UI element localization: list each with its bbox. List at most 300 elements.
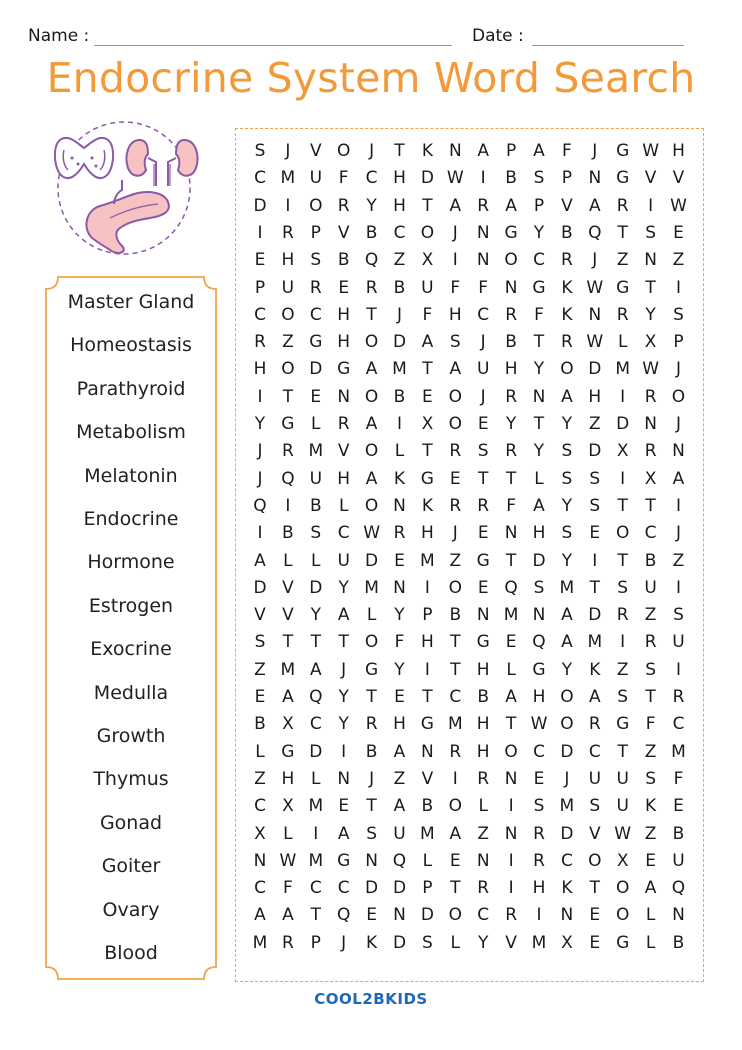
grid-letter[interactable]: J <box>675 414 681 434</box>
grid-letter[interactable]: C <box>644 523 657 544</box>
grid-letter[interactable]: R <box>616 195 629 216</box>
grid-letter[interactable]: P <box>310 222 321 243</box>
grid-letter[interactable]: B <box>337 250 350 271</box>
grid-letter[interactable]: A <box>533 495 545 516</box>
grid-letter[interactable]: J <box>369 141 375 161</box>
grid-letter[interactable]: T <box>589 577 600 598</box>
grid-letter[interactable]: K <box>421 495 433 516</box>
grid-letter[interactable]: M <box>392 359 407 380</box>
grid-letter[interactable]: U <box>309 468 323 489</box>
grid-letter[interactable]: T <box>617 550 628 571</box>
grid-letter[interactable]: I <box>341 741 347 762</box>
grid-letter[interactable]: A <box>254 550 266 571</box>
grid-letter[interactable]: M <box>615 359 631 380</box>
grid-letter[interactable]: D <box>309 359 323 380</box>
grid-letter[interactable]: T <box>310 905 321 926</box>
grid-letter[interactable]: O <box>504 250 518 271</box>
grid-letter[interactable]: I <box>424 659 430 680</box>
grid-letter[interactable]: R <box>254 332 266 353</box>
grid-letter[interactable]: E <box>645 850 656 871</box>
grid-letter[interactable]: A <box>449 823 462 844</box>
grid-letter[interactable]: Z <box>588 414 601 434</box>
grid-letter[interactable]: M <box>559 796 575 817</box>
grid-letter[interactable]: O <box>364 332 379 353</box>
grid-letter[interactable]: I <box>648 195 654 216</box>
grid-letter[interactable]: L <box>311 768 321 789</box>
grid-letter[interactable]: E <box>422 386 433 407</box>
grid-letter[interactable]: F <box>645 714 656 735</box>
grid-letter[interactable]: S <box>254 632 266 653</box>
grid-letter[interactable]: A <box>505 195 517 216</box>
grid-letter[interactable]: U <box>476 359 490 380</box>
grid-letter[interactable]: C <box>477 304 490 325</box>
grid-letter[interactable]: Q <box>671 878 686 899</box>
grid-letter[interactable]: Y <box>394 605 405 626</box>
grid-letter[interactable]: A <box>561 605 573 626</box>
grid-letter[interactable]: R <box>337 414 350 434</box>
grid-letter[interactable]: R <box>365 714 378 735</box>
grid-letter[interactable]: G <box>281 741 295 762</box>
grid-letter[interactable]: O <box>336 141 351 161</box>
grid-letter[interactable]: S <box>617 687 629 707</box>
grid-letter[interactable]: D <box>420 168 434 189</box>
grid-letter[interactable]: B <box>561 222 573 243</box>
grid-letter[interactable]: T <box>505 550 517 571</box>
grid-letter[interactable]: R <box>560 332 573 353</box>
grid-letter[interactable]: I <box>675 495 681 516</box>
grid-letter[interactable]: I <box>675 277 681 298</box>
grid-letter[interactable]: A <box>393 741 406 762</box>
grid-letter[interactable]: A <box>365 359 378 380</box>
grid-letter[interactable]: W <box>279 850 297 871</box>
grid-letter[interactable]: O <box>281 359 295 380</box>
grid-letter[interactable]: P <box>254 277 266 298</box>
grid-letter[interactable]: I <box>257 523 263 544</box>
grid-letter[interactable]: A <box>365 414 378 434</box>
grid-letter[interactable]: H <box>337 304 351 325</box>
grid-letter[interactable]: V <box>505 932 517 953</box>
grid-letter[interactable]: X <box>616 850 629 871</box>
grid-letter[interactable]: O <box>281 304 295 325</box>
grid-letter[interactable]: D <box>616 414 630 434</box>
grid-letter[interactable]: B <box>477 687 490 707</box>
grid-letter[interactable]: A <box>449 195 462 216</box>
grid-letter[interactable]: A <box>393 796 406 817</box>
grid-letter[interactable]: V <box>337 441 350 462</box>
grid-letter[interactable]: G <box>616 932 630 953</box>
grid-letter[interactable]: C <box>254 878 266 899</box>
grid-letter[interactable]: C <box>449 687 462 707</box>
grid-letter[interactable]: Z <box>644 823 657 844</box>
grid-letter[interactable]: Q <box>392 850 407 871</box>
grid-letter[interactable]: I <box>313 823 319 844</box>
grid-letter[interactable]: Z <box>254 768 266 789</box>
grid-letter[interactable]: G <box>476 632 490 653</box>
grid-letter[interactable]: R <box>672 687 685 707</box>
grid-letter[interactable]: L <box>645 932 656 953</box>
grid-letter[interactable]: T <box>589 878 600 899</box>
grid-letter[interactable]: N <box>337 768 351 789</box>
grid-letter[interactable]: E <box>477 523 489 544</box>
grid-letter[interactable]: B <box>672 932 685 953</box>
grid-letter[interactable]: E <box>394 687 405 707</box>
grid-letter[interactable]: S <box>310 523 322 544</box>
grid-letter[interactable]: I <box>620 632 626 653</box>
grid-letter[interactable]: H <box>532 687 546 707</box>
grid-letter[interactable]: O <box>364 495 379 516</box>
grid-letter[interactable]: S <box>589 468 601 489</box>
grid-letter[interactable]: E <box>449 850 461 871</box>
grid-letter[interactable]: D <box>392 932 407 953</box>
grid-letter[interactable]: C <box>393 222 406 243</box>
grid-letter[interactable]: E <box>673 222 684 243</box>
grid-letter[interactable]: D <box>560 823 574 844</box>
grid-letter[interactable]: E <box>477 414 489 434</box>
grid-letter[interactable]: N <box>337 386 351 407</box>
grid-letter[interactable]: U <box>337 550 350 571</box>
grid-letter[interactable]: B <box>309 495 322 516</box>
grid-letter[interactable]: F <box>673 768 684 789</box>
grid-letter[interactable]: A <box>561 632 573 653</box>
grid-letter[interactable]: O <box>448 577 462 598</box>
grid-letter[interactable]: O <box>671 386 686 407</box>
grid-letter[interactable]: H <box>281 768 295 789</box>
grid-letter[interactable]: I <box>592 550 598 571</box>
grid-letter[interactable]: G <box>532 277 546 298</box>
grid-letter[interactable]: Y <box>338 577 349 598</box>
grid-letter[interactable]: Q <box>588 222 602 243</box>
grid-letter[interactable]: S <box>533 577 545 598</box>
grid-letter[interactable]: F <box>283 878 293 899</box>
grid-letter[interactable]: H <box>393 714 406 735</box>
grid-letter[interactable]: R <box>505 905 517 926</box>
grid-letter[interactable]: D <box>588 441 602 462</box>
grid-letter[interactable]: B <box>672 823 685 844</box>
grid-letter[interactable]: D <box>588 605 602 626</box>
grid-letter[interactable]: K <box>589 659 601 680</box>
grid-letter[interactable]: N <box>476 222 490 243</box>
grid-letter[interactable]: U <box>616 796 629 817</box>
grid-letter[interactable]: S <box>561 441 573 462</box>
grid-letter[interactable]: L <box>478 796 488 817</box>
grid-letter[interactable]: A <box>588 687 601 707</box>
grid-letter[interactable]: J <box>564 768 570 789</box>
grid-letter[interactable]: E <box>673 796 684 817</box>
grid-letter[interactable]: X <box>282 796 294 817</box>
grid-letter[interactable]: T <box>533 414 545 434</box>
grid-letter[interactable]: R <box>588 714 601 735</box>
grid-letter[interactable]: R <box>616 605 629 626</box>
grid-letter[interactable]: O <box>615 523 630 544</box>
grid-letter[interactable]: E <box>254 250 266 271</box>
grid-letter[interactable]: S <box>449 332 461 353</box>
grid-letter[interactable]: I <box>285 195 291 216</box>
grid-letter[interactable]: C <box>533 250 545 271</box>
grid-letter[interactable]: L <box>617 332 628 353</box>
grid-letter[interactable]: I <box>675 577 681 598</box>
grid-letter[interactable]: A <box>477 141 489 161</box>
grid-letter[interactable]: S <box>254 141 266 161</box>
grid-letter[interactable]: M <box>308 850 324 871</box>
grid-letter[interactable]: Q <box>532 632 546 653</box>
grid-letter[interactable]: H <box>588 386 602 407</box>
grid-letter[interactable]: T <box>310 632 321 653</box>
grid-letter[interactable]: D <box>365 878 379 899</box>
grid-letter[interactable]: H <box>504 359 518 380</box>
grid-letter[interactable]: H <box>532 523 546 544</box>
grid-letter[interactable]: C <box>672 714 685 735</box>
grid-letter[interactable]: I <box>285 495 291 516</box>
grid-letter[interactable]: L <box>366 605 377 626</box>
grid-letter[interactable]: T <box>617 495 628 516</box>
grid-letter[interactable]: M <box>420 550 435 571</box>
grid-letter[interactable]: N <box>476 605 490 626</box>
grid-letter[interactable]: L <box>283 550 293 571</box>
grid-letter[interactable]: Q <box>504 577 518 598</box>
grid-letter[interactable]: G <box>504 222 518 243</box>
grid-letter[interactable]: X <box>421 250 434 271</box>
grid-letter[interactable]: H <box>337 468 351 489</box>
grid-letter[interactable]: I <box>257 222 263 243</box>
grid-letter[interactable]: E <box>589 905 601 926</box>
grid-letter[interactable]: F <box>534 304 544 325</box>
grid-letter[interactable]: A <box>282 687 294 707</box>
grid-letter[interactable]: O <box>364 441 379 462</box>
grid-letter[interactable]: Z <box>616 250 629 271</box>
grid-letter[interactable]: J <box>675 523 681 544</box>
grid-letter[interactable]: T <box>505 714 517 735</box>
grid-letter[interactable]: N <box>672 905 685 926</box>
grid-letter[interactable]: T <box>617 222 628 243</box>
grid-letter[interactable]: Y <box>477 932 489 953</box>
grid-letter[interactable]: F <box>506 495 516 516</box>
grid-letter[interactable]: K <box>561 304 573 325</box>
grid-letter[interactable]: R <box>616 304 629 325</box>
grid-letter[interactable]: Q <box>253 495 267 516</box>
grid-letter[interactable]: D <box>309 577 323 598</box>
grid-letter[interactable]: X <box>644 332 657 353</box>
grid-letter[interactable]: C <box>365 168 378 189</box>
grid-letter[interactable]: J <box>452 523 458 544</box>
grid-letter[interactable]: K <box>393 468 406 489</box>
grid-letter[interactable]: C <box>309 304 322 325</box>
grid-letter[interactable]: I <box>452 768 458 789</box>
grid-letter[interactable]: Z <box>477 823 490 844</box>
grid-letter[interactable]: C <box>533 741 545 762</box>
grid-letter[interactable]: A <box>337 605 350 626</box>
grid-letter[interactable]: J <box>257 468 263 489</box>
grid-letter[interactable]: Z <box>644 605 657 626</box>
grid-letter[interactable]: Y <box>645 304 656 325</box>
grid-letter[interactable]: R <box>505 304 517 325</box>
grid-letter[interactable]: I <box>257 386 263 407</box>
grid-letter[interactable]: N <box>393 577 406 598</box>
grid-letter[interactable]: J <box>592 250 598 271</box>
grid-letter[interactable]: J <box>341 932 347 953</box>
grid-letter[interactable]: M <box>587 632 603 653</box>
grid-letter[interactable]: Z <box>254 659 266 680</box>
grid-letter[interactable]: X <box>644 468 657 489</box>
grid-letter[interactable]: P <box>310 932 321 953</box>
grid-letter[interactable]: U <box>644 577 657 598</box>
grid-letter[interactable]: L <box>338 495 349 516</box>
grid-letter[interactable]: S <box>673 605 684 626</box>
grid-letter[interactable]: U <box>309 168 323 189</box>
grid-letter[interactable]: N <box>532 386 546 407</box>
grid-letter[interactable]: R <box>644 441 657 462</box>
grid-letter[interactable]: L <box>534 468 544 489</box>
grid-letter[interactable]: H <box>476 714 490 735</box>
grid-letter[interactable]: V <box>561 195 573 216</box>
grid-letter[interactable]: O <box>364 632 379 653</box>
grid-letter[interactable]: G <box>365 659 379 680</box>
grid-letter[interactable]: V <box>644 168 657 189</box>
grid-letter[interactable]: M <box>671 741 686 762</box>
grid-letter[interactable]: U <box>421 277 434 298</box>
grid-letter[interactable]: R <box>477 495 490 516</box>
grid-letter[interactable]: Q <box>281 468 295 489</box>
grid-letter[interactable]: S <box>310 250 322 271</box>
grid-letter[interactable]: G <box>532 659 546 680</box>
grid-letter[interactable]: Y <box>561 550 573 571</box>
grid-letter[interactable]: E <box>505 632 517 653</box>
grid-letter[interactable]: M <box>280 659 296 680</box>
grid-letter[interactable]: S <box>477 441 489 462</box>
grid-letter[interactable]: Z <box>644 741 657 762</box>
grid-letter[interactable]: D <box>588 359 602 380</box>
grid-letter[interactable]: B <box>254 714 266 735</box>
grid-letter[interactable]: T <box>338 632 349 653</box>
grid-letter[interactable]: Y <box>338 714 349 735</box>
grid-letter[interactable]: Y <box>561 495 573 516</box>
grid-letter[interactable]: R <box>644 632 657 653</box>
grid-letter[interactable]: X <box>254 823 266 844</box>
grid-letter[interactable]: T <box>422 687 433 707</box>
grid-letter[interactable]: B <box>505 332 517 353</box>
grid-letter[interactable]: H <box>476 741 490 762</box>
grid-letter[interactable]: B <box>449 605 462 626</box>
grid-letter[interactable]: M <box>280 168 296 189</box>
grid-letter[interactable]: R <box>477 768 490 789</box>
grid-letter[interactable]: N <box>588 304 602 325</box>
grid-letter[interactable]: E <box>449 468 461 489</box>
grid-letter[interactable]: T <box>533 332 545 353</box>
grid-letter[interactable]: N <box>504 823 518 844</box>
grid-letter[interactable]: R <box>449 495 462 516</box>
grid-letter[interactable]: D <box>392 332 407 353</box>
grid-letter[interactable]: T <box>422 195 433 216</box>
grid-letter[interactable]: R <box>449 741 462 762</box>
grid-letter[interactable]: A <box>644 878 657 899</box>
grid-letter[interactable]: D <box>309 741 323 762</box>
grid-letter[interactable]: A <box>282 905 294 926</box>
grid-letter[interactable]: J <box>480 332 486 353</box>
grid-letter[interactable]: H <box>476 659 490 680</box>
grid-letter[interactable]: O <box>420 222 435 243</box>
grid-letter[interactable]: N <box>448 141 462 161</box>
grid-letter[interactable]: T <box>645 495 656 516</box>
grid-letter[interactable]: C <box>588 741 601 762</box>
grid-letter[interactable]: C <box>337 878 350 899</box>
grid-letter[interactable]: L <box>645 905 656 926</box>
grid-letter[interactable]: K <box>421 141 433 161</box>
grid-letter[interactable]: N <box>365 850 378 871</box>
grid-letter[interactable]: I <box>620 468 626 489</box>
grid-letter[interactable]: G <box>420 714 434 735</box>
grid-letter[interactable]: R <box>477 878 490 899</box>
grid-letter[interactable]: I <box>508 878 514 899</box>
grid-letter[interactable]: T <box>282 632 294 653</box>
grid-letter[interactable]: W <box>586 277 604 298</box>
grid-letter[interactable]: T <box>366 687 377 707</box>
grid-letter[interactable]: O <box>560 714 574 735</box>
grid-letter[interactable]: R <box>477 195 490 216</box>
grid-letter[interactable]: A <box>309 659 322 680</box>
grid-letter[interactable]: T <box>282 386 294 407</box>
grid-letter[interactable]: Z <box>616 659 629 680</box>
grid-letter[interactable]: W <box>446 168 464 189</box>
grid-letter[interactable]: J <box>369 768 375 789</box>
grid-letter[interactable]: C <box>337 523 350 544</box>
grid-letter[interactable]: T <box>477 468 489 489</box>
grid-letter[interactable]: M <box>308 441 324 462</box>
grid-letter[interactable]: E <box>589 523 601 544</box>
grid-letter[interactable]: F <box>562 141 572 161</box>
grid-letter[interactable]: U <box>393 823 406 844</box>
grid-letter[interactable]: Y <box>394 659 405 680</box>
grid-letter[interactable]: E <box>533 768 545 789</box>
grid-letter[interactable]: L <box>450 932 461 953</box>
grid-letter[interactable]: A <box>449 359 462 380</box>
grid-letter[interactable]: G <box>616 141 630 161</box>
grid-letter[interactable]: B <box>505 168 517 189</box>
grid-letter[interactable]: V <box>672 168 685 189</box>
date-field[interactable] <box>532 45 684 46</box>
grid-letter[interactable]: L <box>394 441 405 462</box>
grid-letter[interactable]: S <box>366 823 377 844</box>
grid-letter[interactable]: P <box>561 168 573 189</box>
grid-letter[interactable]: Z <box>672 250 685 271</box>
grid-letter[interactable]: T <box>645 277 656 298</box>
grid-letter[interactable]: N <box>476 250 490 271</box>
grid-letter[interactable]: I <box>508 850 514 871</box>
grid-letter[interactable]: P <box>673 332 684 353</box>
grid-letter[interactable]: D <box>560 741 574 762</box>
grid-letter[interactable]: C <box>254 168 266 189</box>
grid-letter[interactable]: U <box>616 768 629 789</box>
grid-letter[interactable]: M <box>559 577 575 598</box>
grid-letter[interactable]: H <box>420 632 434 653</box>
grid-letter[interactable]: Z <box>393 768 406 789</box>
grid-letter[interactable]: I <box>396 414 402 434</box>
grid-letter[interactable]: R <box>505 386 517 407</box>
grid-letter[interactable]: E <box>366 905 377 926</box>
grid-letter[interactable]: E <box>254 687 266 707</box>
grid-letter[interactable]: O <box>560 359 574 380</box>
grid-letter[interactable]: N <box>560 905 574 926</box>
grid-letter[interactable]: O <box>504 741 518 762</box>
grid-letter[interactable]: O <box>309 195 323 216</box>
grid-letter[interactable]: S <box>645 659 656 680</box>
grid-letter[interactable]: O <box>560 687 574 707</box>
grid-letter[interactable]: K <box>645 796 657 817</box>
grid-letter[interactable]: N <box>504 523 518 544</box>
grid-letter[interactable]: T <box>422 359 433 380</box>
grid-letter[interactable]: A <box>254 905 266 926</box>
grid-letter[interactable]: I <box>424 577 430 598</box>
grid-letter[interactable]: C <box>477 905 490 926</box>
grid-letter[interactable]: W <box>642 359 659 380</box>
